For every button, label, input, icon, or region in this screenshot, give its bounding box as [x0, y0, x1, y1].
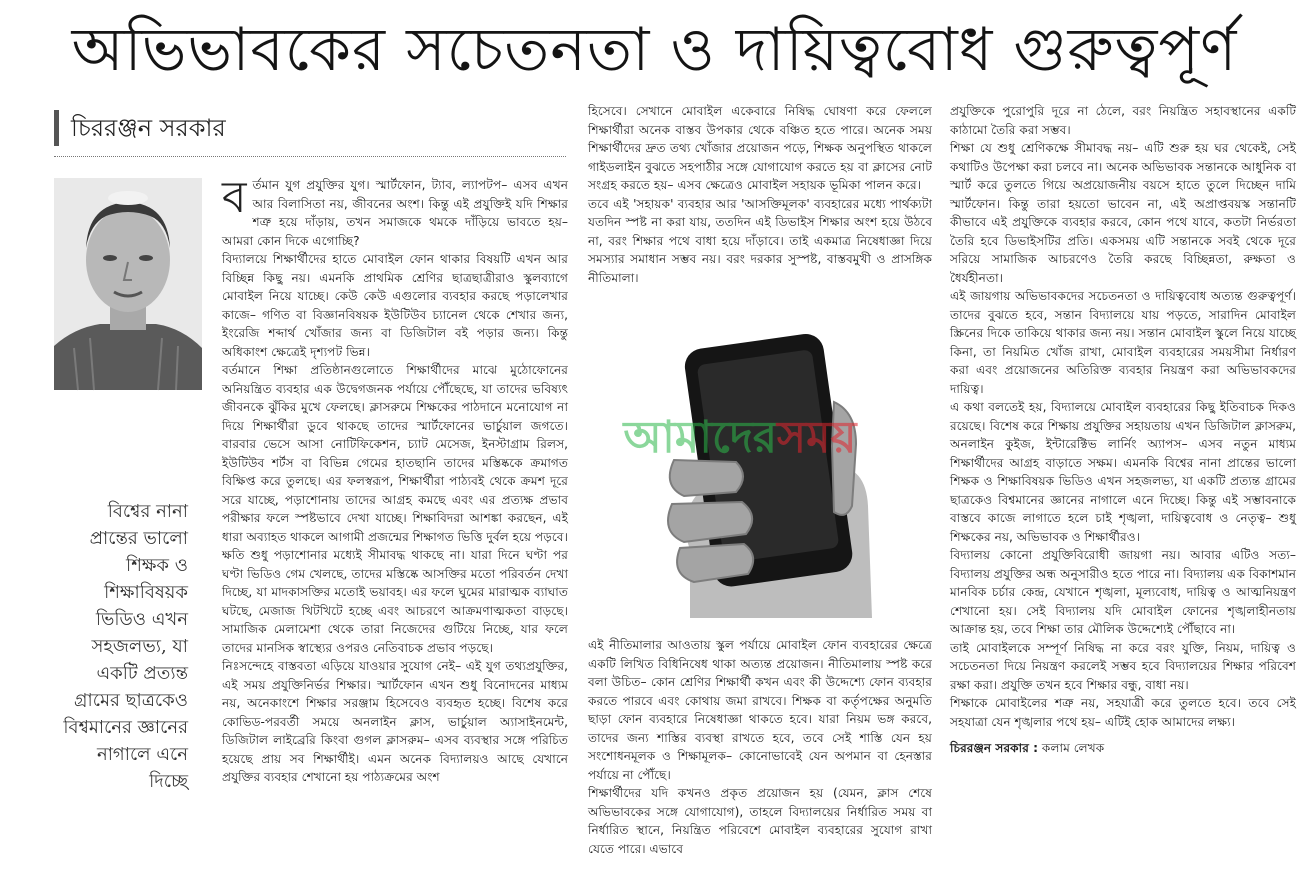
- paragraph: শিক্ষার্থীদের যদি কখনও প্রকৃত প্রয়োজন হয় (যেমন, ক্লাস শেষে অভিভাবকের সঙ্গে যোগাযোগ), তাহলে বিদ্যালয়ের নির্ধারিত সময় বা নির্ধারিত স্থানে, নিয়ন্ত্রিত পরিবেশে মোবাইল ব্যবহারের সুযোগ রাখা যেতে পারে। এভাবে: [588, 786, 932, 856]
- paragraph: প্রযুক্তিকে পুরোপুরি দূরে না ঠেলে, বরং নিয়ন্ত্রিত সহাবস্থানের একটি কাঠামো তৈরি করা সম্ভব।: [950, 104, 1296, 137]
- byline-divider: [54, 156, 566, 157]
- watermark-part-b: সময়: [777, 412, 857, 463]
- author-credit: [950, 739, 1296, 758]
- paragraph: ক্ষতি শুধু পড়াশোনার মধ্যেই সীমাবদ্ধ থাকছে না। যারা দিনে ঘণ্টা পর ঘণ্টা ভিডিও গেম খেলছে, তাদের মস্তিষ্কে আসক্তির মতো পরিবর্তন দেখা দিচ্ছে, যা মাদকাসক্তির মতোই ভয়াবহ। এর ফলে ঘুমের মারাত্মক ব্যাঘাত ঘটছে, মেজাজ খিটখিটে হচ্ছে এবং আচরণে আক্রমণাত্মকতা বাড়ছে। সামাজিক মেলামেশা থেকে তারা নিজেদের গুটিয়ে নিচ্ছে, যার ফলে তাদের মানসিক স্বাস্থ্যের ওপরও নেতিবাচক প্রভাব পড়ছে।: [222, 548, 568, 655]
- headline: অভিভাবকের সচেতনতা ও দায়িত্ববোধ গুরুত্বপূর্ণ: [71, 15, 1238, 85]
- watermark-part-a: আমাদের: [623, 412, 778, 463]
- article-column-1: [222, 172, 568, 878]
- paragraph: এই জায়গায় অভিভাবকদের সচেতনতা ও দায়িত্ববোধ অত্যন্ত গুরুত্বপূর্ণ। তাদের বুঝতে হবে, সন্তান বিদ্যালয়ে যায় পড়তে, সারাদিন মোবাইল স্ক্রিনের দিকে তাকিয়ে থাকার জন্য নয়। সন্তান মোবাইল স্কুলে নিয়ে যাচ্ছে কিনা, তা নিয়মিত খোঁজ রাখা, মোবাইল ব্যবহারের সময়সীমা নির্ধারণ করা এবং প্রয়োজনের অতিরিক্ত ব্যবহার নিয়ন্ত্রণ করা অভিভাবকদের দায়িত্ব।: [950, 289, 1296, 396]
- hand-holding-phone-illustration: [620, 336, 910, 618]
- article-column-2-top: [588, 102, 932, 328]
- drop-cap: ব: [222, 172, 247, 223]
- paragraph: তাই মোবাইলকে সম্পূর্ণ নিষিদ্ধ না করে বরং যুক্তি, নিয়ম, দায়িত্ব ও সচেতনতা দিয়ে নিয়ন্ত্রণ করলেই সম্ভব হবে বিদ্যালয়ের শিক্ষার পরিবেশ রক্ষা করা। প্রযুক্তি তখন হবে শিক্ষার বন্ধু, বাধা নয়।: [950, 640, 1296, 692]
- paragraph: এ কথা বলতেই হয়, বিদ্যালয়ে মোবাইল ব্যবহারের কিছু ইতিবাচক দিকও রয়েছে। বিশেষ করে শিক্ষায় প্রযুক্তির সহায়তায় এখন ডিজিটাল ক্লাসরুম, অনলাইন কুইজ, ইন্টারেক্টিভ লার্নিং অ্যাপস– এসব নতুন মাধ্যম শিক্ষার্থীদের আগ্রহ বাড়াতে সক্ষম। এমনকি বিশ্বের নানা প্রান্তের ভালো শিক্ষক ও শিক্ষাবিষয়ক ভিডিও এখন সহজলভ্য, যা একটি প্রত্যন্ত গ্রামের ছাত্রকেও বিশ্বমানের জ্ঞানের নাগালে এনে দিচ্ছে। কিন্তু এই সম্ভাবনাকে বাস্তবে কাজে লাগাতে হলে চাই শৃঙ্খলা, দায়িত্ববোধ ও নেতৃত্ব– শুধু শিক্ষকের নয়, অভিভাবক ও শিক্ষার্থীরও।: [950, 400, 1296, 544]
- watermark-logo: [560, 402, 920, 474]
- paragraph: তবে এই 'সহায়ক' ব্যবহার আর 'আসক্তিমূলক' ব্যবহারের মধ্যে পার্থক্যটা যতদিন স্পষ্ট না করা যায়, ততদিন এই ডিভাইস শিক্ষার অংশ হয়ে উঠবে না, বরং শিক্ষার পথে বাধা হয়ে দাঁড়াবে। তাই একমাত্র নিষেধাজ্ঞা দিয়ে সমস্যার সমাধান সম্ভব নয়। বরং দরকার সুস্পষ্ট, বাস্তবমুখী ও প্রাসঙ্গিক নীতিমালা।: [588, 196, 932, 285]
- author-portrait-image: [54, 178, 202, 390]
- phone-hand-icon: [620, 336, 910, 618]
- paragraph: নিঃসন্দেহে বাস্তবতা এড়িয়ে যাওয়ার সুযোগ নেই– এই যুগ তথ্যপ্রযুক্তির, এই সময় প্রযুক্তিনির্ভর শিক্ষার। স্মার্টফোন এখন শুধু বিনোদনের মাধ্যম নয়, অনেকাংশে শিক্ষার সরঞ্জাম হিসেবেও ব্যবহৃত হচ্ছে। বিশেষ করে কোভিড-পরবর্তী সময়ে অনলাইন ক্লাস, ভার্চুয়াল অ্যাসাইনমেন্ট, ডিজিটাল লাইব্রেরি কিংবা গুগল ক্লাসরুম– এসব ব্যবস্থার সঙ্গে পরিচিত হয়েছে প্রায় সব শিক্ষার্থীই। এমন অনেক বিদ্যালয়ও আছে যেখানে প্রযুক্তির ব্যবহার শেখানো হয় পাঠ্যক্রমের অংশ: [222, 659, 568, 784]
- article-column-3: [950, 102, 1296, 878]
- pull-quote: বিশ্বের নানা প্রান্তের ভালো শিক্ষক ও শিক্ষাবিষয়ক ভিডিও এখন সহজলভ্য, যা একটি প্রত্যন্ত গ্রামের ছাত্রকেও বিশ্বমানের জ্ঞানের নাগালে এনে দিচ্ছে: [63, 501, 188, 792]
- author-photo: [54, 178, 202, 390]
- article-column-2-bottom: [588, 636, 932, 878]
- paragraph: শিক্ষা যে শুধু শ্রেণিকক্ষে সীমাবদ্ধ নয়– এটি শুরু হয় ঘর থেকেই, সেই কথাটিও উপেক্ষা করা চলবে না। অনেক অভিভাবক সন্তানকে আধুনিক বা স্মার্ট করে তুলতে গিয়ে অপ্রয়োজনীয় বয়সে হাতে তুলে দিচ্ছেন দামি স্মার্টফোন। কিন্তু তারা হয়তো ভাবেন না, এই অপ্রাপ্তবয়স্ক সন্তানটি কীভাবে এই প্রযুক্তিকে ব্যবহার করবে, কোন পথে যাবে, কতটা নির্ভরতা তৈরি হবে ডিভাইসটির প্রতি। একসময় এটি সন্তানকে সবই থেকে দূরে সরিয়ে সামাজিক আচরণেও তৈরি করছে বিচ্ছিন্নতা, রুক্ষতা ও ধৈর্যহীনতা।: [950, 141, 1296, 285]
- paragraph: র্তমান যুগ প্রযুক্তির যুগ। স্মার্টফোন, ট্যাব, ল্যাপটপ– এসব এখন আর বিলাসিতা নয়, জীবনের অংশ। কিন্তু এই প্রযুক্তিই যদি শিক্ষার শত্রু হয়ে দাঁড়ায়, তখন সমাজকে থমকে দাঁড়িয়ে ভাবতে হয়– আমরা কোন দিকে এগোচ্ছি?: [222, 178, 568, 248]
- byline: চিররঞ্জন সরকার: [54, 110, 581, 146]
- author-role: কলাম লেখক: [1041, 741, 1105, 755]
- paragraph: এই নীতিমালার আওতায় স্কুল পর্যায়ে মোবাইল ফোন ব্যবহারের ক্ষেত্রে একটি লিখিত বিধিনিষেধ থাকা অত্যন্ত প্রয়োজন। নীতিমালায় স্পষ্ট করে বলা উচিত– কোন শ্রেণির শিক্ষার্থী কখন এবং কী উদ্দেশ্যে ফোন ব্যবহার করতে পারবে এবং কোথায় জমা রাখবে। শিক্ষক বা কর্তৃপক্ষের অনুমতি ছাড়া ফোন ব্যবহারে নিষেধাজ্ঞা থাকতে হবে। যারা নিয়ম ভঙ্গ করবে, তাদের জন্য শাস্তির ব্যবস্থা রাখতে হবে, তবে সেই শাস্তি যেন হয় সংশোধনমূলক ও শিক্ষামূলক– কোনোভাবেই যেন অপমান বা হেনস্তার পর্যায়ে না পৌঁছে।: [588, 638, 932, 782]
- paragraph: বিদ্যালয় কোনো প্রযুক্তিবিরোধী জায়গা নয়। আবার এটিও সত্য– বিদ্যালয় প্রযুক্তির অন্ধ অনুসারীও হতে পারে না। বিদ্যালয় এক বিকাশমান মানবিক চর্চার কেন্দ্র, যেখানে শৃঙ্খলা, মূল্যবোধ, দায়িত্ব ও আত্মনিয়ন্ত্রণ শেখানো হয়। সেই বিদ্যালয় যদি মোবাইল ফোনের শৃঙ্খলাহীনতায় আক্রান্ত হয়, তবে শিক্ষা তার মৌলিক উদ্দেশ্যেই পৌঁছাবে না।: [950, 548, 1296, 636]
- paragraph: হিসেবে। সেখানে মোবাইল একেবারে নিষিদ্ধ ঘোষণা করে ফেললে শিক্ষার্থীরা অনেক বাস্তব উপকার থেকে বঞ্চিত হতে পারে। অনেক সময় শিক্ষার্থীদের দ্রুত তথ্য খোঁজার প্রয়োজন পড়ে, শিক্ষক অনুপস্থিত থাকলে গাইডলাইন বুঝতে সহপাঠীর সঙ্গে যোগাযোগ করতে হয় বা ক্লাসের নোট সংগ্রহ করতে হয়– এসব ক্ষেত্রেও মোবাইল সহায়ক ভূমিকা পালন করে।: [588, 104, 932, 192]
- paragraph: বর্তমানে শিক্ষা প্রতিষ্ঠানগুলোতে শিক্ষার্থীদের মাঝে মুঠোফোনের অনিয়ন্ত্রিত ব্যবহার এক উদ্বেগজনক পর্যায়ে পৌঁছেছে, যা তাদের ভবিষ্যৎ জীবনকে ঝুঁকির মুখে ফেলছে। ক্লাসরুমে শিক্ষকের পাঠদানে মনোযোগ না দিয়ে শিক্ষার্থীরা ডুবে থাকছে তাদের স্মার্টফোনের ভার্চুয়াল জগতে। বারবার ভেসে আসা নোটিফিকেশন, চ্যাট মেসেজ, ইনস্টাগ্রাম রিলস, ইউটিউব শর্টস বা বিভিন্ন গেমের হাতছানি তাদের মস্তিষ্ককে ক্রমাগত বিক্ষিপ্ত করে তুলছে। এর ফলস্বরূপ, শিক্ষার্থীরা পাঠ্যবই থেকে ক্রমশ দূরে সরে যাচ্ছে, পড়াশোনায় তাদের আগ্রহ কমছে এবং এর প্রত্যক্ষ প্রভাব পরীক্ষার ফলে স্পষ্টভাবে দেখা যাচ্ছে। শিক্ষাবিদরা আশঙ্কা করছেন, এই ধারা অব্যাহত থাকলে আগামী প্রজন্মের শিক্ষাগত ভিত্তি দুর্বল হয়ে পড়বে।: [222, 363, 568, 544]
- paragraph: বিদ্যালয়ে শিক্ষার্থীদের হাতে মোবাইল ফোন থাকার বিষয়টি এখন আর বিচ্ছিন্ন কিছু নয়। এমনকি প্রাথমিক শ্রেণির ছাত্রছাত্রীরাও স্কুলব্যাগে মোবাইল নিয়ে যাচ্ছে। কেউ কেউ এগুলোর ব্যবহার করছে পড়ালেখার কাজে– গণিত বা বিজ্ঞানবিষয়ক ইউটিউব চ্যানেল থেকে শেখার জন্য, ইংরেজি শব্দার্থ খোঁজার জন্য বা ডিজিটাল বই পড়ার জন্য। কিন্তু অধিকাংশ ক্ষেত্রেই দৃশ্যপট ভিন্ন।: [222, 252, 568, 359]
- author-signature: চিররঞ্জন সরকার :: [950, 741, 1039, 755]
- paragraph: শিক্ষাকে মোবাইলের শত্রু নয়, সহযাত্রী করে তুলতে হবে। তবে সেই সহযাত্রা যেন শৃঙ্খলার পথে হয়– এটিই হোক আমাদের লক্ষ্য।: [950, 696, 1296, 729]
